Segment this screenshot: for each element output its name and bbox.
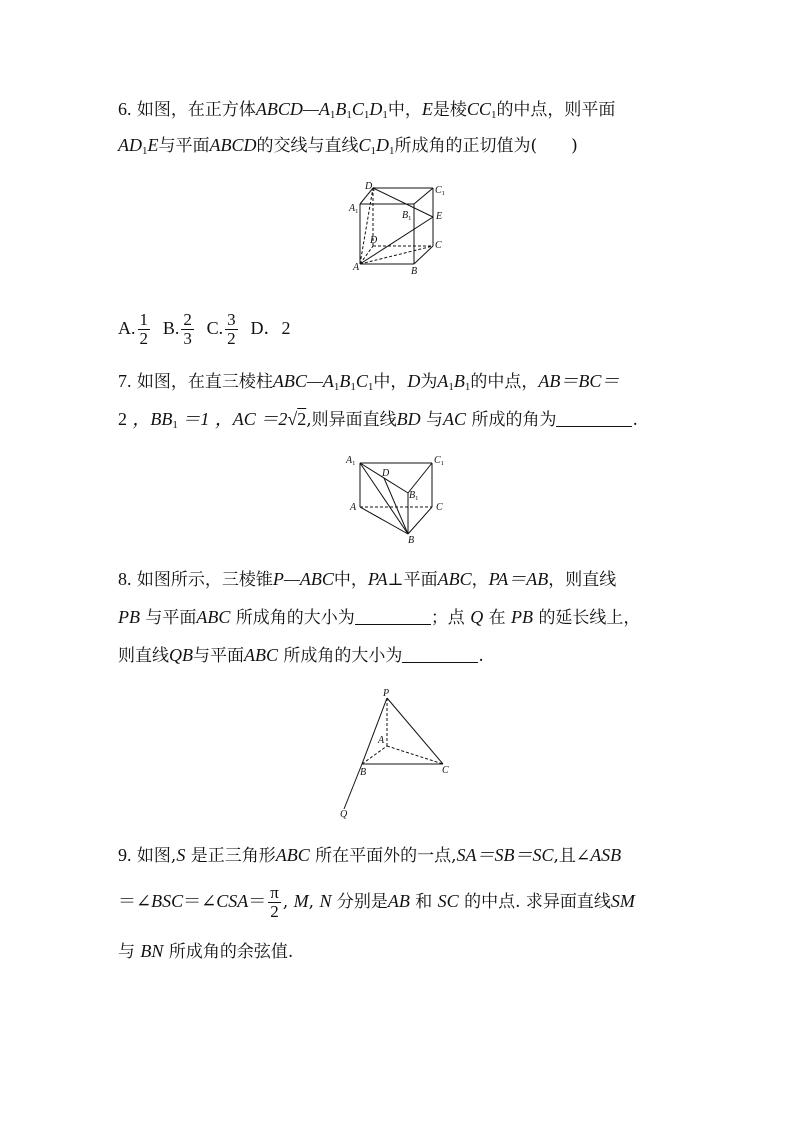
q6-option-a: $\frac{1}{2}$ [139, 310, 148, 348]
q6-option-c: $\frac{3}{2}$ [227, 310, 236, 348]
q7-label-C1: $C_1$ [434, 455, 444, 467]
q6-label-E: E [436, 211, 443, 222]
q9-line-3: 与 BN 所成角的余弦值. [118, 941, 294, 962]
q8-label-B: B [360, 767, 367, 778]
q9-number: 9. [118, 845, 132, 865]
q7-label-A: A [350, 502, 357, 513]
q6-label-A: A [353, 262, 360, 273]
q6-label-B: B [411, 266, 418, 277]
q8-label-P: P [383, 688, 390, 699]
q6-label-D1: $D_1$ [365, 181, 376, 193]
q6-line-2: $AD_1E$与平面ABCD的交线与直线$C_1D_1$所成角的正切值为( ) [118, 135, 578, 157]
q7-answer-blank[interactable] [556, 410, 632, 427]
q8-label-Q: Q [340, 809, 348, 820]
q9-line-1: 9. 如图,S 是正三角形ABC 所在平面外的一点,SA＝SB＝SC,且∠ASB [118, 845, 622, 866]
q6-text: 如图，在正方体 [136, 100, 256, 120]
q8-answer-blank-1[interactable] [355, 608, 431, 625]
q6-option-b: $\frac{2}{3}$ [183, 310, 192, 348]
q8-line-3: 则直线QB与平面ABC 所成角的大小为 . [118, 645, 484, 666]
q6-options: A. $\frac{1}{2}$ B. $\frac{2}{3}$ C. $\frac{3}{2}$ D．2 [118, 310, 291, 348]
q6-label-B1: $B_1$ [402, 210, 412, 222]
q8-line-1: 8. 如图所示，三棱锥P—ABC中，PA⊥平面ABC，PA＝AB，则直线 [118, 569, 617, 590]
q7-line-1: 7. 如图，在直三棱柱$ABC—A_1B_1C_1$中，D为$A_1B_1$的中点，AB＝BC＝ [118, 371, 620, 393]
q7-label-C: C [436, 502, 443, 513]
q8-number: 8. [118, 569, 132, 589]
q6-label-C1: $C_1$ [435, 185, 445, 197]
q7-label-B: B [408, 535, 415, 546]
q6-label-C: C [435, 240, 442, 251]
q6-number: 6. [118, 99, 132, 119]
q6-option-d-label: D． [250, 318, 282, 338]
q6-label-A1: $A_1$ [349, 203, 359, 215]
q9-line-2: ＝∠BSC＝∠CSA＝ $\frac{\pi}{2}$ , M, N 分别是AB 和 SC 的中点. 求异面直线SM [118, 883, 635, 921]
q6-option-d: 2 [281, 318, 291, 338]
q6-cube-label: $ABCD—A_1B_1C_1D_1$ [255, 99, 388, 121]
q7-line-2: 2 ，$BB_1 =1$ ，AC ＝2√2,则异面直线BD 与AC 所成的角为 . [118, 409, 638, 431]
q6-line-1: 6. 如图，在正方体$ABCD—A_1B_1C_1D_1$中，E是棱$CC_1$的中点，则平面 [118, 99, 616, 121]
q8-label-C: C [442, 765, 449, 776]
q9-pi-over-2: $\frac{\pi}{2}$ [270, 883, 279, 921]
q6-label-D: D [370, 235, 378, 246]
q7-label-B1: $B_1$ [409, 490, 419, 502]
q8-label-A: A [378, 735, 385, 746]
q8-answer-blank-2[interactable] [402, 646, 478, 663]
q7-label-A1: $A_1$ [346, 455, 356, 467]
q7-prism-figure [340, 450, 460, 546]
q8-line-2: PB 与平面ABC 所成角的大小为 ；点 Q 在 PB 的延长线上， [118, 607, 641, 628]
q7-label-D: D [382, 468, 390, 479]
q7-sqrt: √2 [287, 409, 307, 429]
q7-number: 7. [118, 371, 132, 391]
q8-pyramid-figure [330, 686, 470, 820]
q6-cube-figure [340, 178, 460, 278]
